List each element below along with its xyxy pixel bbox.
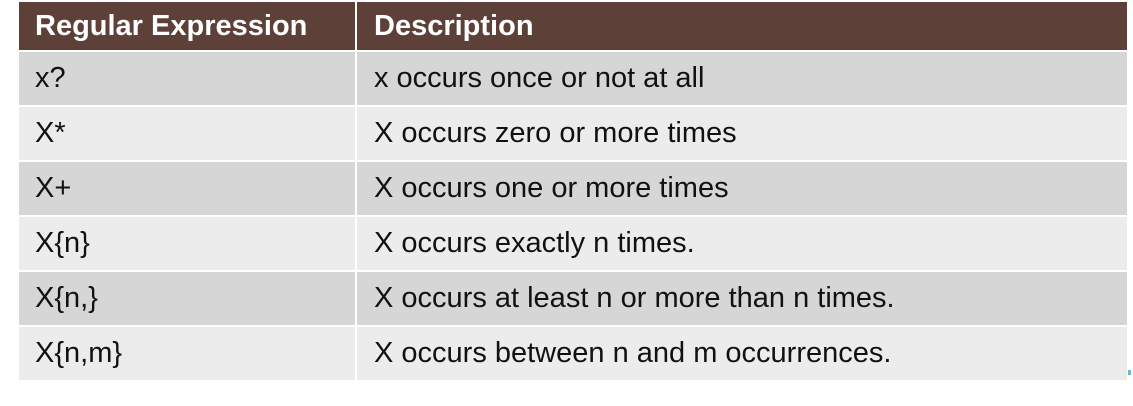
table-row: [19, 161, 1127, 216]
expression-cell: X{n,m}: [19, 326, 356, 380]
header-regular-expression: Regular Expression: [19, 2, 356, 51]
description-cell: X occurs at least n or more than n times.: [356, 271, 1127, 326]
regex-table: [19, 2, 1127, 380]
description-cell: X occurs between n and m occurrences.: [356, 326, 1127, 380]
side-marker: [1128, 370, 1131, 375]
expression-cell: X+: [19, 161, 356, 216]
description-cell: X occurs zero or more times: [356, 106, 1127, 161]
table-row: [19, 216, 1127, 271]
description-cell: X occurs exactly n times.: [356, 216, 1127, 271]
description-cell: x occurs once or not at all: [356, 51, 1127, 106]
table-row: [19, 271, 1127, 326]
expression-cell: X{n}: [19, 216, 356, 271]
expression-cell: X{n,}: [19, 271, 356, 326]
table-row: [19, 106, 1127, 161]
description-cell: X occurs one or more times: [356, 161, 1127, 216]
table-row: [19, 326, 1127, 380]
expression-cell: x?: [19, 51, 356, 106]
table-header-row: [19, 2, 1127, 51]
header-description: Description: [356, 2, 1127, 51]
table-row: [19, 51, 1127, 106]
expression-cell: X*: [19, 106, 356, 161]
